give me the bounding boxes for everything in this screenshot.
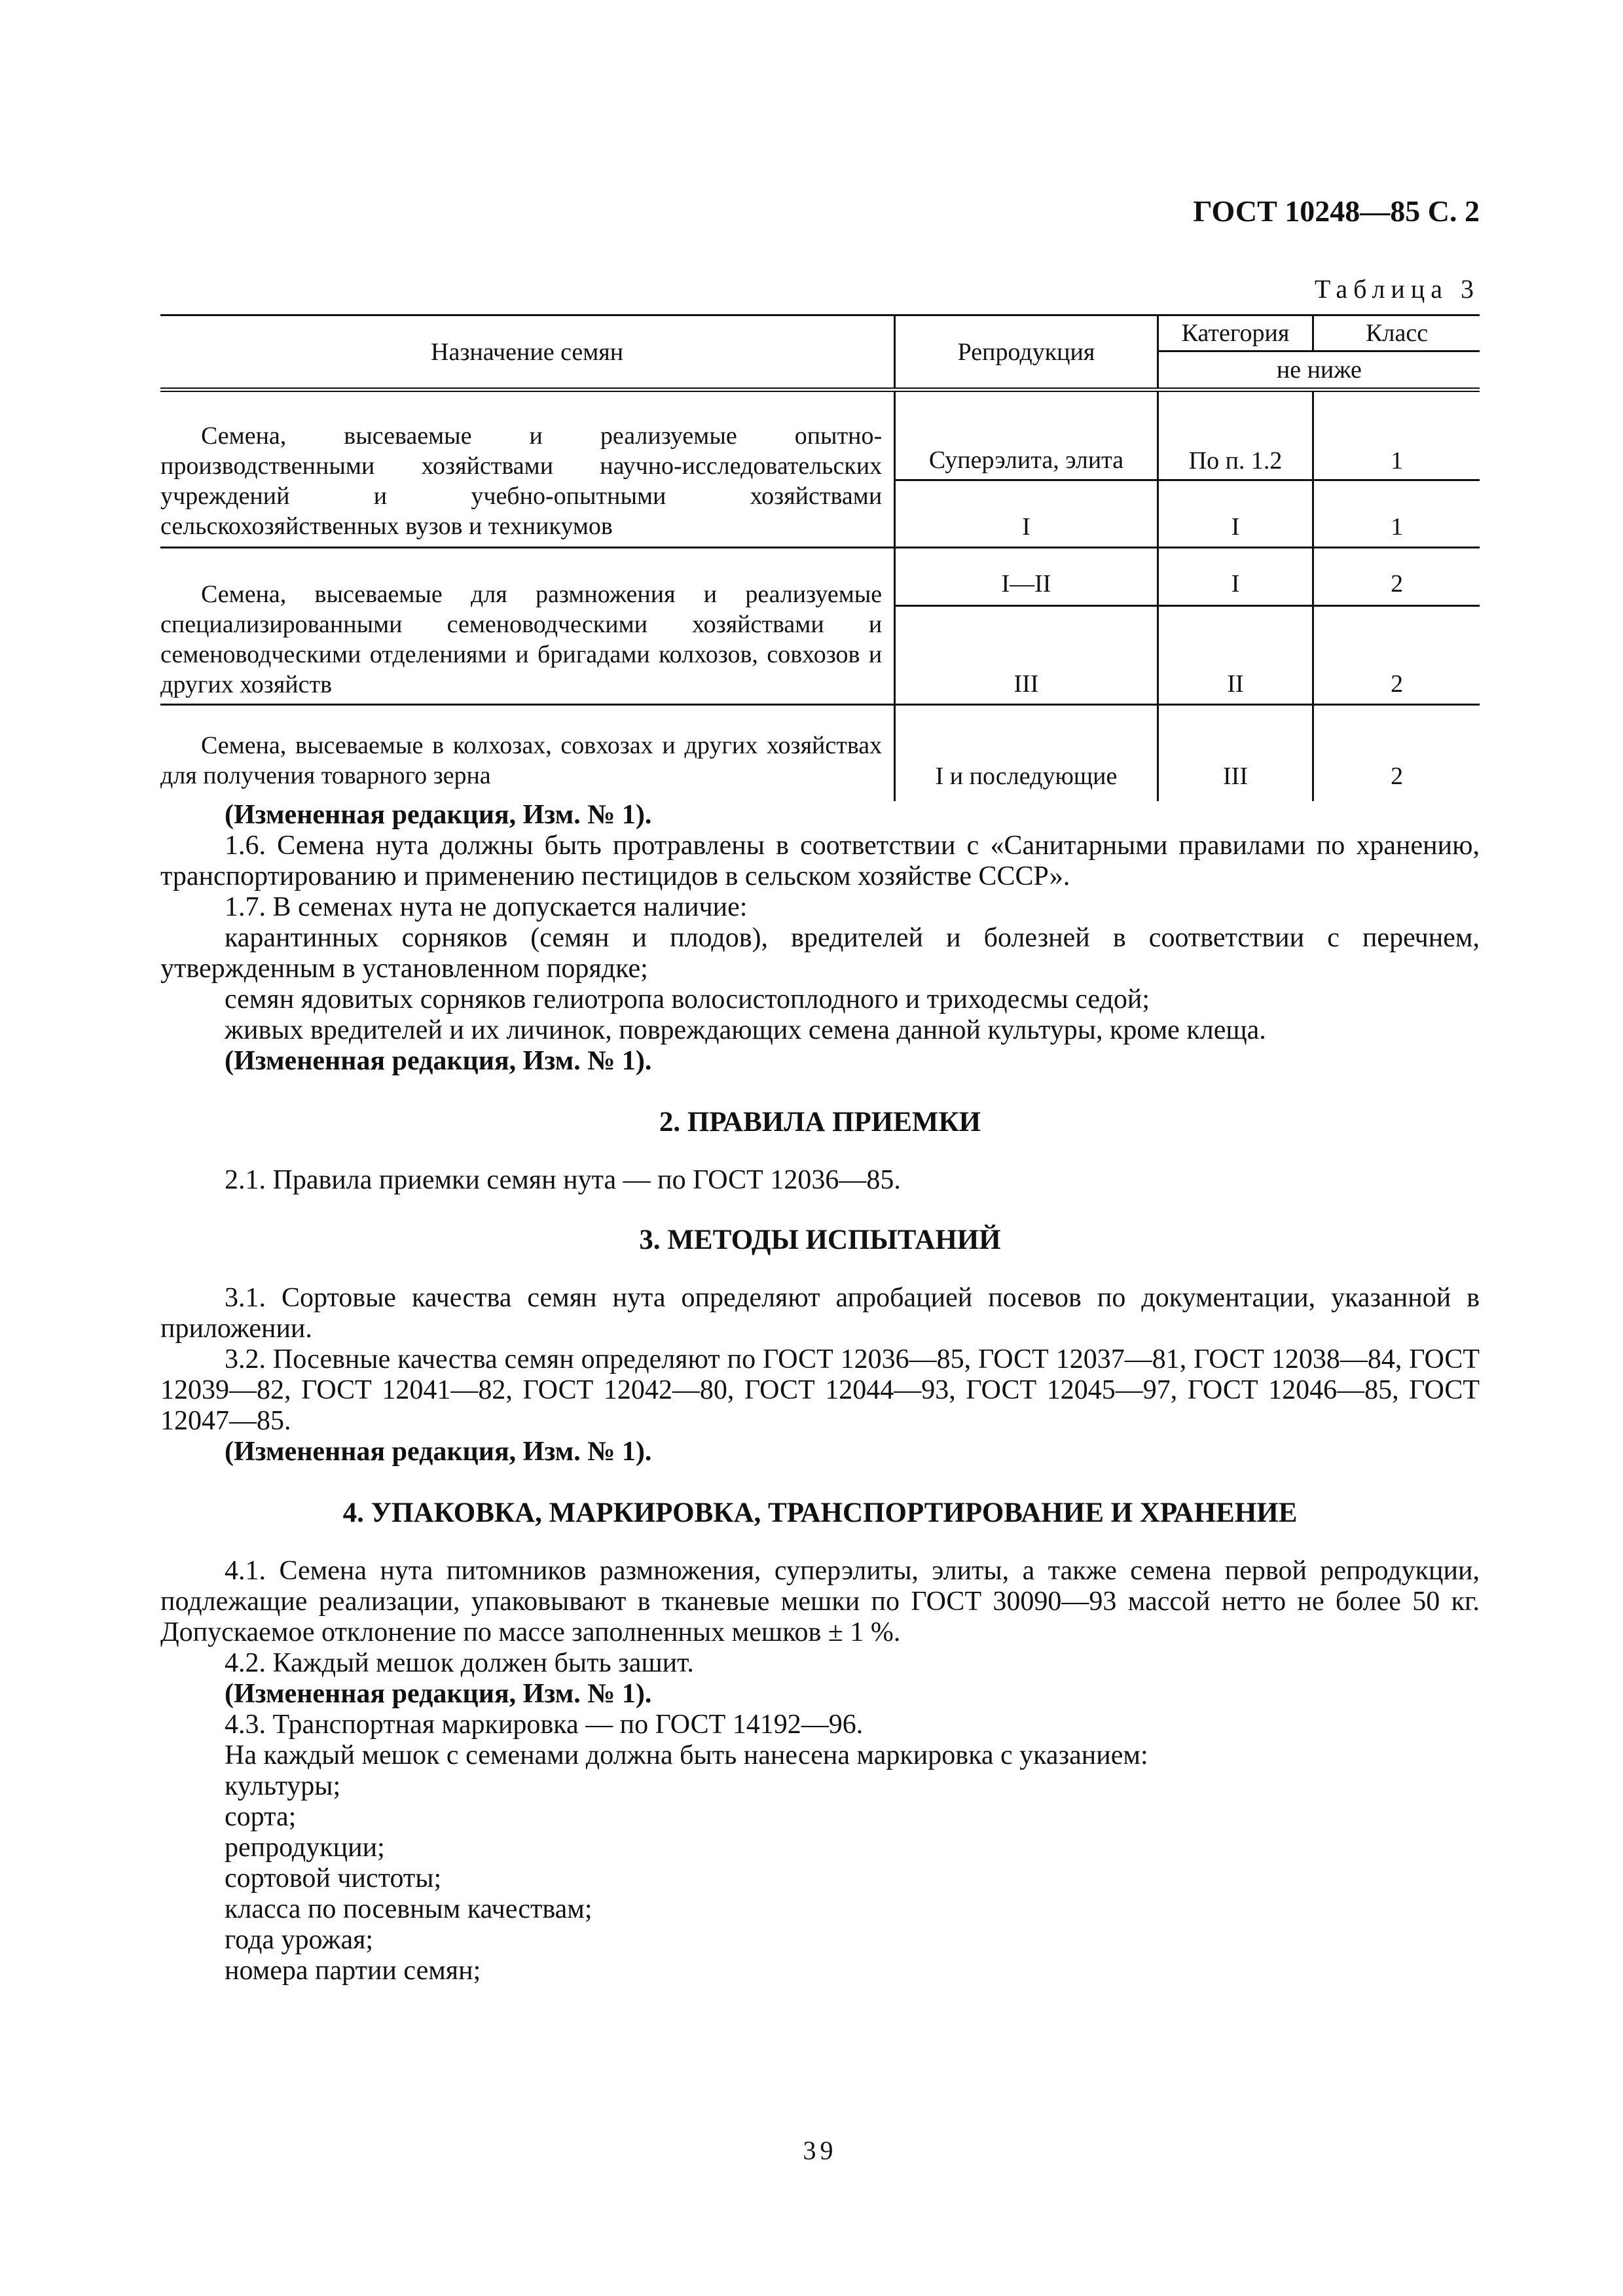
reproduction-cell: I bbox=[895, 480, 1158, 547]
paragraph-4-1: 4.1. Семена нута питомников размножения, суперэлиты, элиты, а также семена первой репродукции, подлежащие реализации, упаковывают в тканевые мешки по ГОСТ 30090—93 массой нетто не более 50 кг. Допускаемое отклонение по массе заполненных мешков ± 1 %. bbox=[160, 1556, 1480, 1647]
reproduction-cell: III bbox=[895, 606, 1158, 705]
gost-header: ГОСТ 10248—85 С. 2 bbox=[1193, 194, 1480, 228]
paragraph-1-7-item: карантинных сорняков (семян и плодов), вредителей и болезней в соответствии с перечнем, утвержденным в установленном порядке; bbox=[160, 923, 1480, 984]
col-header-class: Класс bbox=[1313, 315, 1480, 351]
reproduction-cell: Суперэлита, элита bbox=[895, 390, 1158, 480]
list-item: культуры; bbox=[225, 1771, 341, 1801]
purpose-cell: Семена, высеваемые и реализуемые опытно-производственными хозяйствами научно-исследовательских учреждений и учебно-опытными хозяйствами сельскохозяйственных вузов и техникумов bbox=[160, 390, 895, 548]
paragraph-3-1: 3.1. Сортовые качества семян нута определяют апробацией посевов по документации, указанной в приложении. bbox=[160, 1283, 1480, 1344]
category-cell: По п. 1.2 bbox=[1158, 390, 1313, 480]
amendment-note: (Измененная редакция, Изм. № 1). bbox=[225, 1046, 652, 1076]
col-header-purpose: Назначение семян bbox=[160, 315, 895, 390]
table-row bbox=[160, 390, 1480, 480]
class-cell: 2 bbox=[1313, 606, 1480, 705]
document-page bbox=[160, 0, 1480, 2296]
col-header-reproduction: Репродукция bbox=[895, 315, 1158, 390]
paragraph-1-6: 1.6. Семена нута должны быть протравлены в соответствии с «Санитарными правилами по хранению, транспортированию и применению пестицидов в сельском хозяйстве СССР». bbox=[160, 831, 1480, 891]
class-cell: 1 bbox=[1313, 480, 1480, 547]
table-caption: Таблица 3 bbox=[1314, 274, 1480, 304]
paragraph-3-2: 3.2. Посевные качества семян определяют по ГОСТ 12036—85, ГОСТ 12037—81, ГОСТ 12038—84, ГОСТ 12039—82, ГОСТ 12041—82, ГОСТ 12042—80, ГОСТ 12044—93, ГОСТ 12045—97, ГОСТ 12046—85, ГОСТ 12047—85. bbox=[160, 1344, 1480, 1436]
paragraph-4-3-intro: На каждый мешок с семенами должна быть нанесена маркировка с указанием: bbox=[225, 1740, 1148, 1770]
marking-list bbox=[160, 1771, 1480, 1986]
class-cell: 2 bbox=[1313, 548, 1480, 606]
section-title-2: 2. ПРАВИЛА ПРИЕМКИ bbox=[659, 1107, 981, 1138]
body-text bbox=[160, 800, 1480, 1986]
category-cell: II bbox=[1158, 606, 1313, 705]
table-row bbox=[160, 705, 1480, 802]
paragraph-1-7-item: живых вредителей и их личинок, повреждающих семена данной культуры, кроме клеща. bbox=[225, 1015, 1266, 1045]
col-header-category: Категория bbox=[1158, 315, 1313, 351]
purpose-cell: Семена, высеваемые в колхозах, совхозах и других хозяйствах для получения товарного зерна bbox=[160, 705, 895, 802]
class-cell: 2 bbox=[1313, 705, 1480, 802]
list-item: года урожая; bbox=[225, 1925, 374, 1955]
col-header-not-lower: не ниже bbox=[1158, 351, 1480, 390]
amendment-note: (Измененная редакция, Изм. № 1). bbox=[225, 1437, 652, 1467]
table-row bbox=[160, 548, 1480, 606]
purpose-cell: Семена, высеваемые для размножения и реализуемые специализированными семеноводческими хозяйствами и семеноводческими отделениями и бригадами колхозов, совхозов и других хозяйств bbox=[160, 548, 895, 705]
reproduction-cell: I—II bbox=[895, 548, 1158, 606]
amendment-note: (Измененная редакция, Изм. № 1). bbox=[225, 1679, 652, 1709]
paragraph-4-3: 4.3. Транспортная маркировка — по ГОСТ 14192—96. bbox=[225, 1710, 864, 1740]
paragraph-2-1: 2.1. Правила приемки семян нута — по ГОСТ 12036—85. bbox=[225, 1165, 901, 1195]
category-cell: I bbox=[1158, 548, 1313, 606]
paragraph-1-7-item: семян ядовитых сорняков гелиотропа волосистоплодного и триходесмы седой; bbox=[225, 984, 1150, 1014]
category-cell: III bbox=[1158, 705, 1313, 802]
paragraph-4-2: 4.2. Каждый мешок должен быть зашит. bbox=[225, 1648, 694, 1678]
list-item: сорта; bbox=[225, 1802, 297, 1832]
page-number: 39 bbox=[803, 2136, 837, 2165]
reproduction-cell: I и последующие bbox=[895, 705, 1158, 802]
list-item: номера партии семян; bbox=[225, 1956, 481, 1986]
section-title-3: 3. МЕТОДЫ ИСПЫТАНИЙ bbox=[639, 1225, 1001, 1255]
list-item: класса по посевным качествам; bbox=[225, 1894, 593, 1924]
list-item: сортовой чистоты; bbox=[225, 1863, 442, 1893]
class-cell: 1 bbox=[1313, 390, 1480, 480]
table-3 bbox=[160, 314, 1480, 801]
list-item: репродукции; bbox=[225, 1833, 385, 1863]
amendment-note: (Измененная редакция, Изм. № 1). bbox=[225, 800, 652, 830]
section-title-4: 4. УПАКОВКА, МАРКИРОВКА, ТРАНСПОРТИРОВАНИЕ И ХРАНЕНИЕ bbox=[342, 1498, 1298, 1528]
category-cell: I bbox=[1158, 480, 1313, 547]
paragraph-1-7: 1.7. В семенах нута не допускается наличие: bbox=[225, 892, 748, 922]
